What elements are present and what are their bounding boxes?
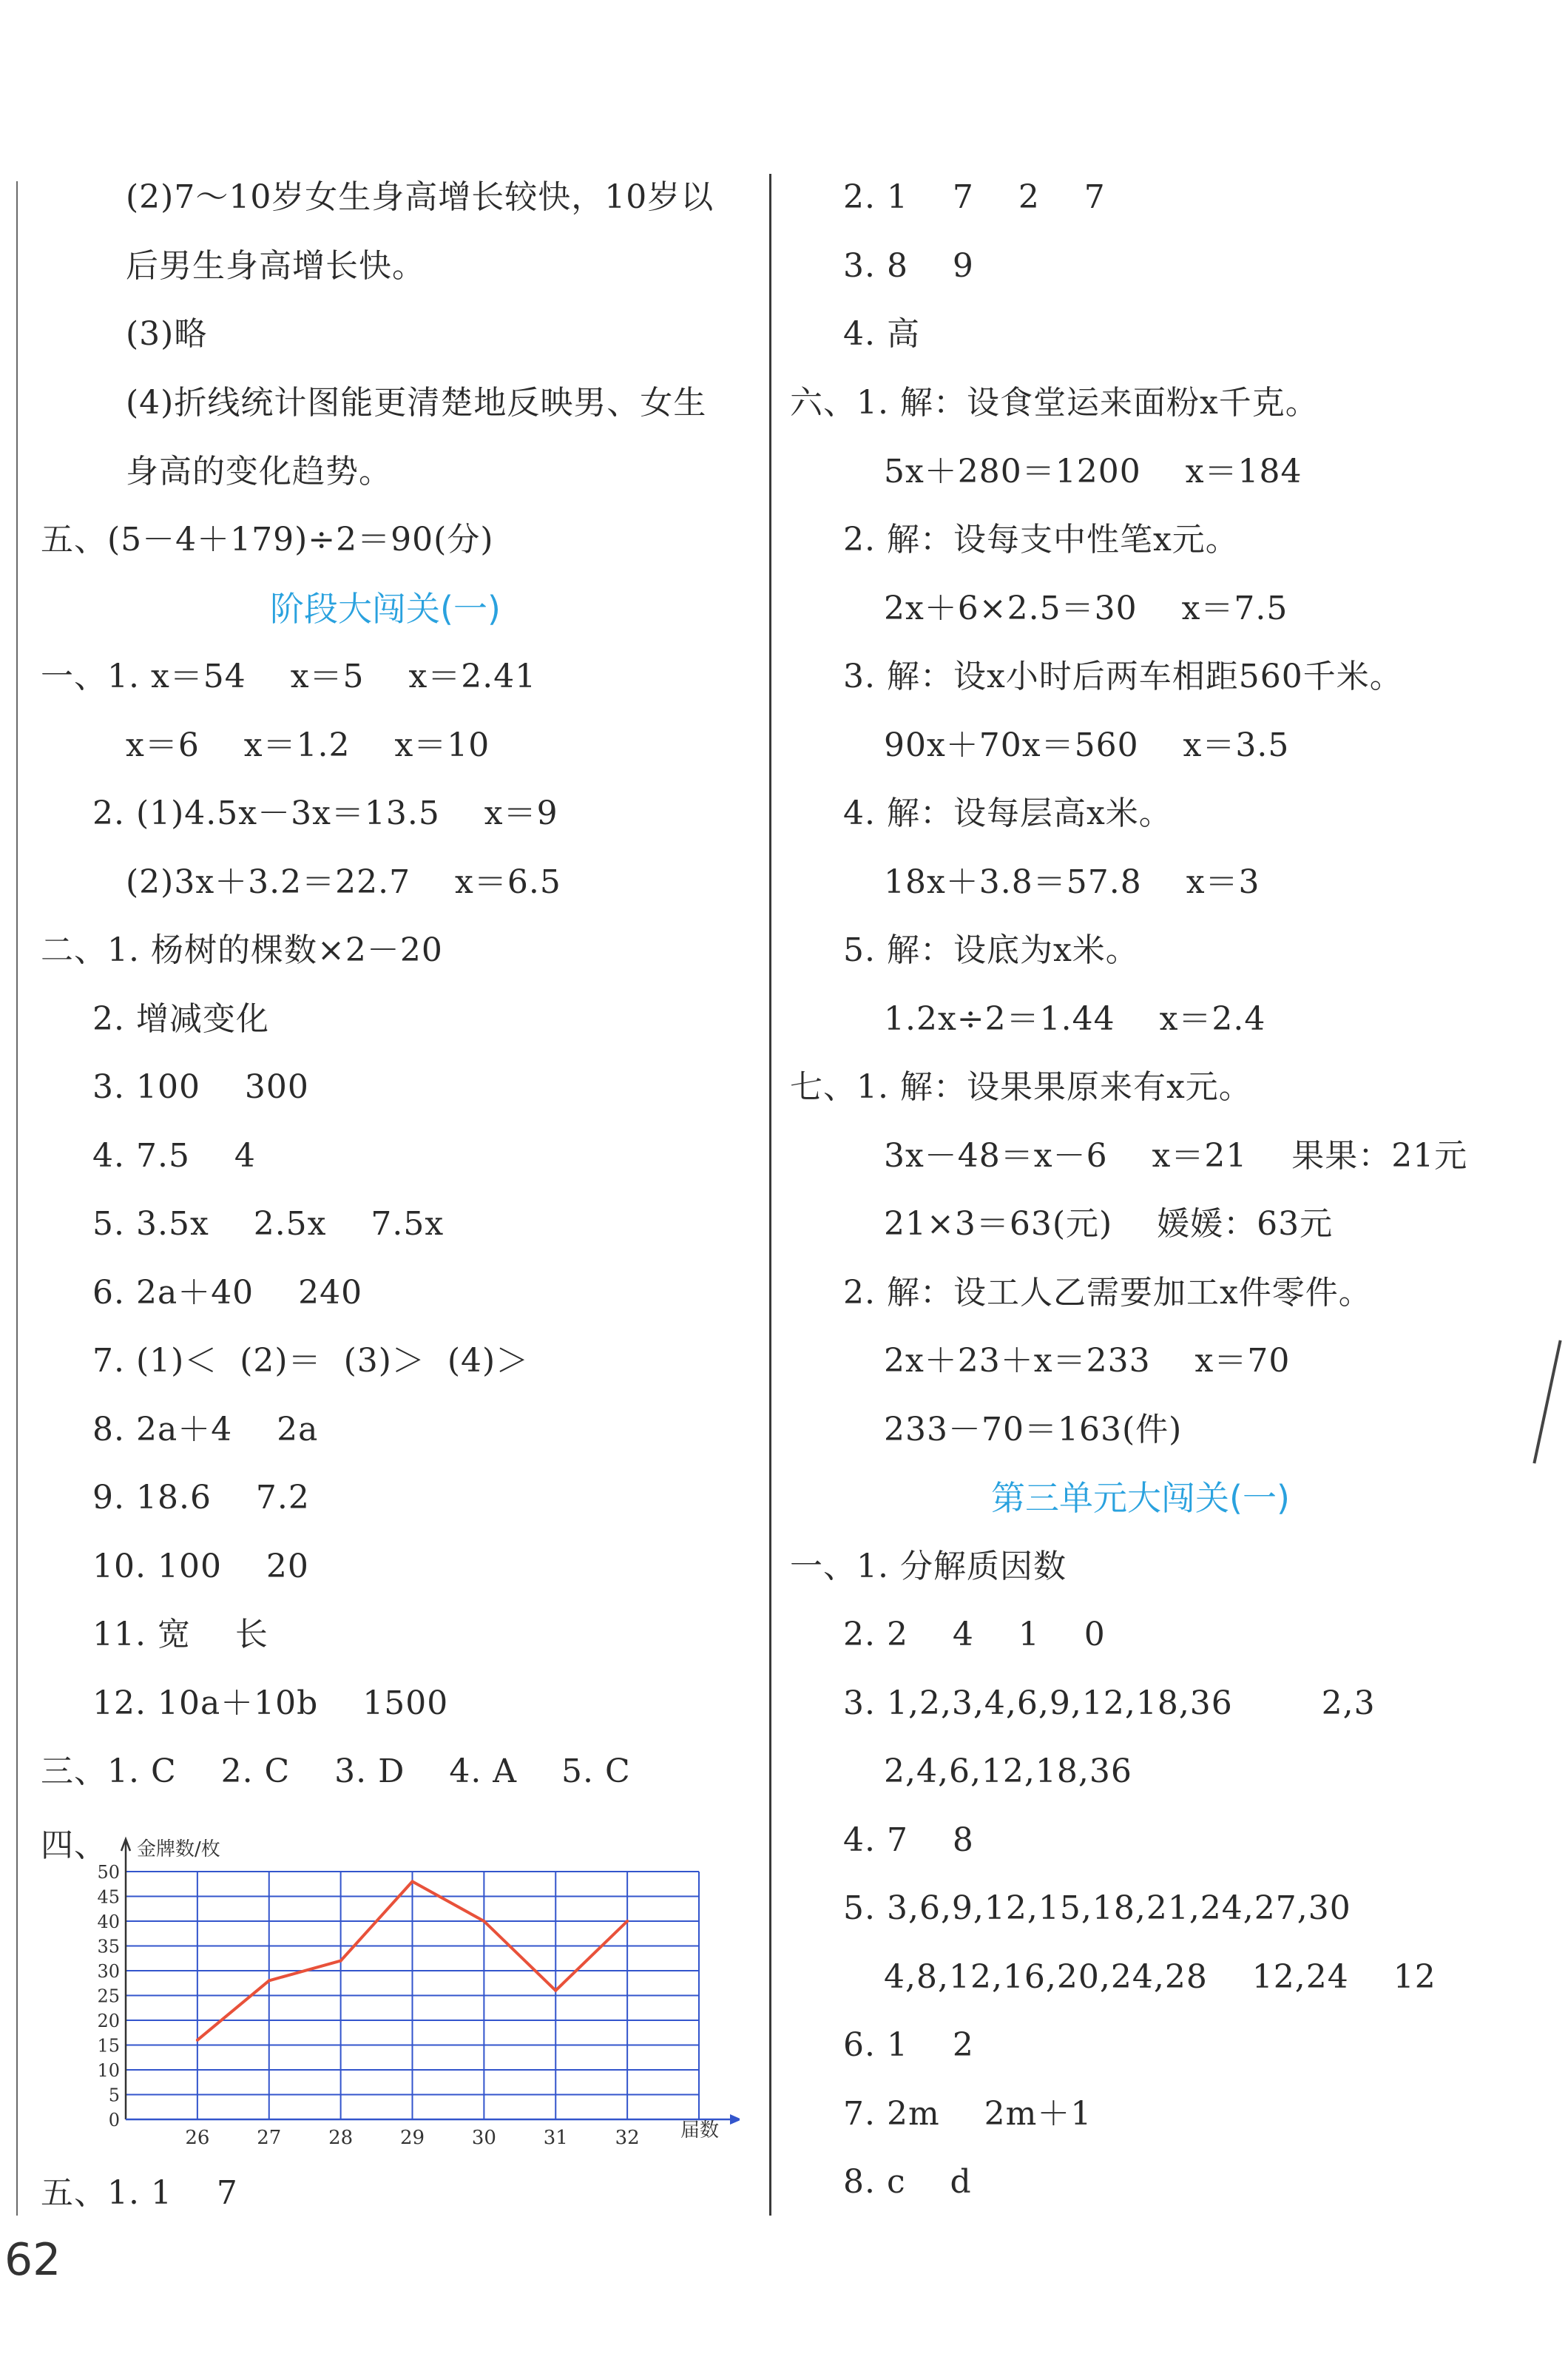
y-tick-label: 20 [97,2011,120,2031]
right-line: 4. 高 [843,315,920,353]
right-line: 2,4,6,12,18,36 [884,1752,1132,1790]
left-line: 8. 2a＋4 2a [92,1411,319,1448]
data-point [411,1880,414,1883]
left-line: 四、 [41,1826,107,1864]
right-line: 2x＋6×2.5＝30 x＝7.5 [884,590,1288,627]
right-line: 4. 7 8 [843,1821,974,1859]
x-tick-label: 26 [185,2127,210,2149]
right-line: 18x＋3.8＝57.8 x＝3 [884,863,1260,901]
x-tick-label: 29 [399,2127,425,2149]
left-line: 7. (1)＜ (2)＝ (3)＞ (4)＞ [92,1342,530,1380]
chart-ylabel: 金牌数/枚 [137,1838,220,1860]
y-tick-label: 30 [97,1961,120,1982]
right-line: 2. 2 4 1 0 [843,1616,1106,1653]
left-line: 三、1. C 2. C 3. D 4. A 5. C [41,1752,631,1790]
right-line: 2. 1 7 2 7 [843,178,1106,216]
data-point [268,1979,271,1982]
left-line: (2)7～10岁女生身高增长较快，10岁以 [126,178,714,216]
y-tick-label: 40 [97,1912,120,1932]
left-line: 身高的变化趋势。 [126,453,392,490]
right-line: 六、1. 解：设食堂运来面粉x千克。 [790,384,1319,422]
section-heading-unit3: 第三单元大闯关(一) [991,1478,1290,1518]
right-line: 4,8,12,16,20,24,28 12,24 12 [884,1958,1436,1996]
left-line: 后男生身高增长快。 [126,247,425,285]
right-line: 七、1. 解：设果果原来有x元。 [790,1068,1252,1106]
x-tick-label: 31 [543,2127,568,2149]
left-line: (3)略 [126,315,208,353]
y-tick-label: 5 [108,2085,120,2106]
chart-ticks [97,1862,639,2149]
right-line: 2. 解：设每支中性笔x元。 [843,521,1239,559]
data-point [196,2039,199,2042]
x-tick-label: 27 [257,2127,282,2149]
left-line: 6. 2a＋40 240 [92,1274,363,1312]
right-line: 6. 1 2 [843,2026,974,2064]
right-line: 5. 解：设底为x米。 [843,931,1139,969]
data-point [554,1989,557,1992]
x-tick-label: 30 [471,2127,496,2149]
left-line: 二、1. 杨树的棵数×2－20 [41,931,443,969]
y-tick-label: 45 [97,1886,120,1908]
right-line: 5. 3,6,9,12,15,18,21,24,27,30 [843,1889,1351,1927]
right-line: 2x＋23＋x＝233 x＝70 [884,1342,1291,1380]
left-line: 4. 7.5 4 [92,1137,256,1175]
x-axis-arrow [730,2114,740,2125]
page-number: 62 [4,2234,61,2286]
right-line: 7. 2m 2m＋1 [843,2095,1092,2133]
left-line: 9. 18.6 7.2 [92,1479,310,1516]
left-line: 2. (1)4.5x－3x＝13.5 x＝9 [92,794,558,832]
chart-xlabel: 届数 [680,2119,720,2142]
right-line: 2. 解：设工人乙需要加工x件零件。 [843,1274,1372,1312]
y-tick-label: 10 [97,2060,120,2081]
right-line: 90x＋70x＝560 x＝3.5 [884,726,1290,764]
right-line: 3x－48＝x－6 x＝21 果果：21元 [884,1137,1468,1175]
x-tick-label: 28 [328,2127,354,2149]
right-line: 1.2x÷2＝1.44 x＝2.4 [884,1000,1266,1038]
section-heading-stage: 阶段大闯关(一) [270,589,501,629]
right-line: 3. 8 9 [843,247,974,285]
data-point [482,1920,485,1923]
x-tick-label: 32 [615,2127,640,2149]
data-point [626,1920,629,1923]
left-line: x＝6 x＝1.2 x＝10 [126,726,490,764]
right-line: 3. 1,2,3,4,6,9,12,18,36 2,3 [843,1684,1376,1722]
left-line: 10. 100 20 [92,1548,309,1585]
right-line: 4. 解：设每层高x米。 [843,794,1172,832]
left-line: 11. 宽 长 [92,1616,268,1653]
y-tick-label: 15 [97,2035,120,2057]
left-line: 2. 增减变化 [92,1000,269,1038]
left-line: 5. 3.5x 2.5x 7.5x [92,1205,445,1243]
right-line: 233－70＝163(件) [884,1411,1183,1448]
y-tick-label: 25 [97,1986,120,2007]
gold-medal-line-chart [30,1827,740,2153]
left-line: 一、1. x＝54 x＝5 x＝2.41 [41,658,537,695]
y-tick-label: 50 [97,1862,120,1883]
chart-grid [126,1872,699,2119]
left-line: (4)折线统计图能更清楚地反映男、女生 [126,384,707,422]
margin-pen-mark [1532,1340,1561,1463]
right-line: 3. 解：设x小时后两车相距560千米。 [843,658,1403,695]
y-tick-label: 0 [108,2110,120,2130]
left-line: (2)3x＋3.2＝22.7 x＝6.5 [126,863,561,901]
left-line: 五、(5－4＋179)÷2＝90(分) [41,521,494,559]
page-edge [16,181,18,2216]
data-point [339,1960,342,1963]
y-tick-label: 35 [97,1936,120,1957]
right-line: 8. c d [843,2163,972,2201]
left-line: 3. 100 300 [92,1068,309,1106]
right-line: 一、1. 分解质因数 [790,1548,1067,1585]
right-line: 21×3＝63(元) 媛媛：63元 [884,1205,1334,1243]
chart-axes [121,1839,740,2125]
left-line: 五、1. 1 7 [41,2174,238,2212]
left-line: 12. 10a＋10b 1500 [92,1684,449,1722]
column-divider [769,174,771,2216]
right-line: 5x＋280＝1200 x＝184 [884,453,1302,490]
